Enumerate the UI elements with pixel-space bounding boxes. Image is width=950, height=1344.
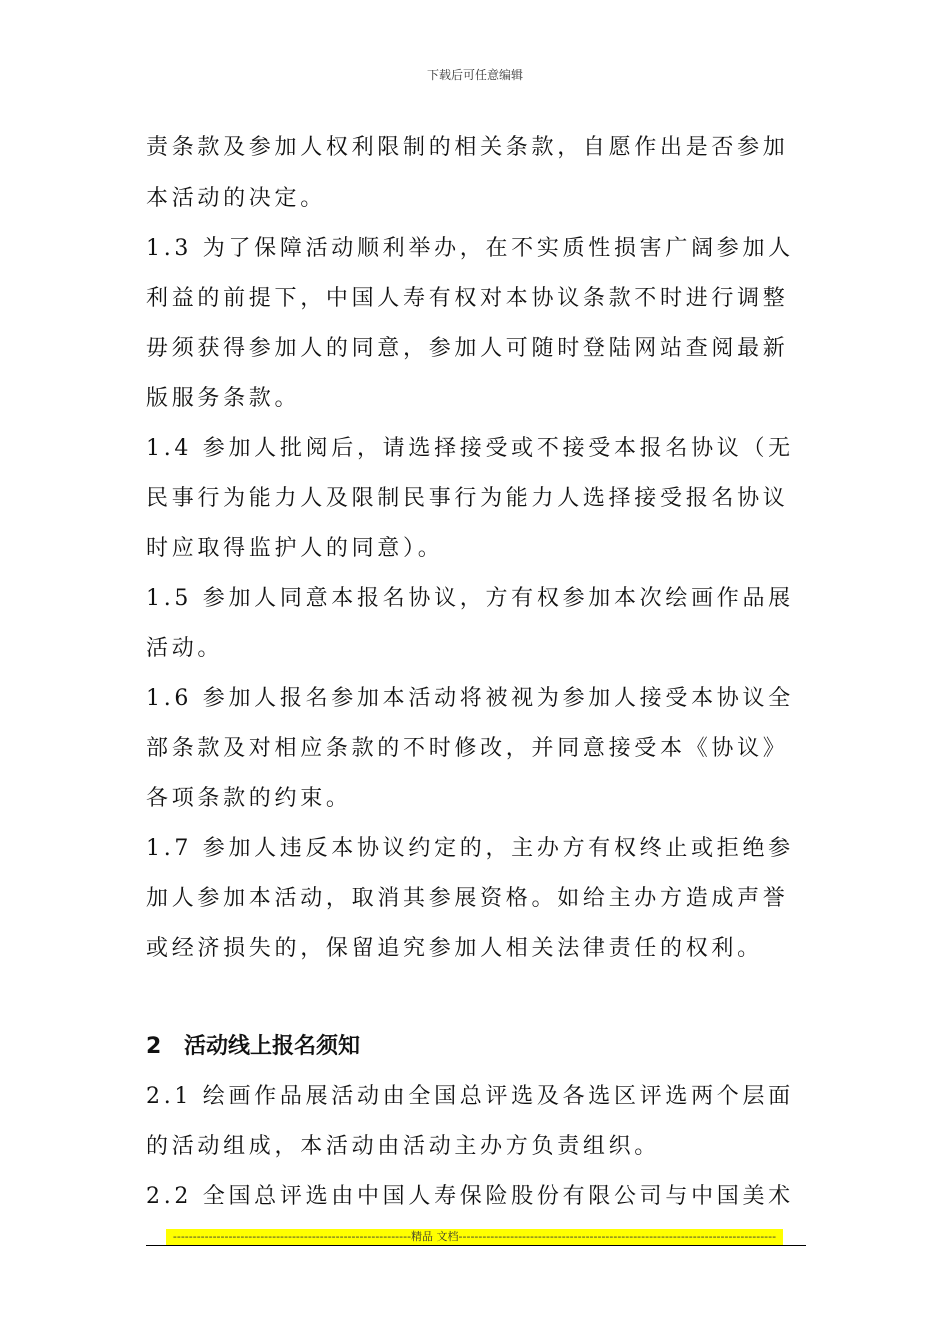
- body-line: 2.2 全国总评选由中国人寿保险股份有限公司与中国美术: [146, 1184, 794, 1209]
- body-line: 1.7 参加人违反本协议约定的，主办方有权终止或拒绝参: [146, 836, 794, 861]
- page-header: 下载后可任意编辑: [426, 68, 523, 82]
- body-line: 1.3 为了保障活动顺利举办，在不实质性损害广阔参加人: [146, 236, 794, 261]
- body-line: 1.6 参加人报名参加本活动将被视为参加人接受本协议全: [146, 686, 794, 711]
- body-line: 部条款及对相应条款的不时修改，并同意接受本《协议》: [146, 736, 789, 761]
- body-line: 利益的前提下，中国人寿有权对本协议条款不时进行调整: [146, 286, 789, 311]
- body-line: 1.4 参加人批阅后，请选择接受或不接受本报名协议（无: [146, 436, 794, 461]
- section-number: 2: [146, 1034, 162, 1059]
- body-line: 加人参加本活动，取消其参展资格。如给主办方造成声誉: [146, 886, 789, 911]
- footer-dashes-right: --------------------------------------------------------------------------------: [458, 1230, 777, 1243]
- body-line: 2.1 绘画作品展活动由全国总评选及各选区评选两个层面: [146, 1084, 794, 1109]
- body-line: 或经济损失的，保留追究参加人相关法律责任的权利。: [146, 936, 763, 961]
- footer-dashes-left: ------------------------------------------------------------: [172, 1230, 412, 1243]
- body-line: 各项条款的约束。: [146, 786, 352, 811]
- body-line: 时应取得监护人的同意）。: [146, 536, 444, 561]
- body-line: 1.5 参加人同意本报名协议，方有权参加本次绘画作品展: [146, 586, 794, 611]
- body-line: 的活动组成，本活动由活动主办方负责组织。: [146, 1134, 661, 1159]
- body-line: 责条款及参加人权利限制的相关条款，自愿作出是否参加: [146, 135, 789, 160]
- section-title: 活动线上报名须知: [184, 1034, 361, 1059]
- body-line: 毋须获得参加人的同意，参加人可随时登陆网站查阅最新: [146, 336, 789, 361]
- body-line: 民事行为能力人及限制民事行为能力人选择接受报名协议: [146, 486, 789, 511]
- footer-banner: [166, 1229, 783, 1245]
- body-line: 本活动的决定。: [146, 186, 326, 211]
- section-heading: [146, 1034, 360, 1060]
- body-line: 活动。: [146, 636, 224, 661]
- body-line: 版服务条款。: [146, 386, 301, 411]
- footer-label: 精品 文档: [411, 1230, 459, 1243]
- footer-rule: [146, 1245, 806, 1246]
